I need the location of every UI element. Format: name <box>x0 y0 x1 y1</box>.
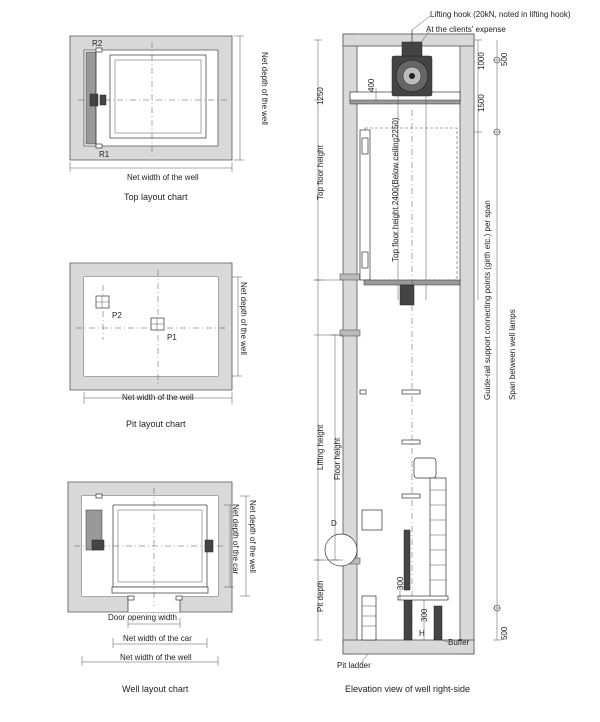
detail-d-circle <box>325 534 357 566</box>
dim-300-b: 300 <box>420 608 429 622</box>
guide-rail-label: Guide-rail support connecting points (girth etc.) per span <box>483 200 492 400</box>
well-layout-caption: Well layout chart <box>122 684 189 694</box>
dim-400: 400 <box>367 78 376 92</box>
pit-net-width-label: Net width of the well <box>122 393 194 402</box>
buffer-right <box>434 606 442 640</box>
car-depth-label: Net depth of the car <box>231 504 240 575</box>
well-layout-chart <box>68 482 257 694</box>
top-floor-height-label: Top floor height <box>316 145 325 200</box>
elevation-caption: Elevation view of well right-side <box>345 684 471 694</box>
pit-ladder-label: Pit ladder <box>337 661 371 670</box>
floor-height-label: Floor height <box>333 437 342 480</box>
top-layout-chart <box>70 36 269 202</box>
shaft-right-wall <box>460 34 474 654</box>
p2-label: P2 <box>112 311 122 320</box>
top-layout-caption: Top layout chart <box>124 192 188 202</box>
top-car-outline <box>110 55 206 138</box>
h-label: H <box>419 629 425 638</box>
counterweight-sheave <box>414 458 436 478</box>
car-sill <box>112 587 208 593</box>
elevation-car <box>365 128 457 280</box>
pit-ladder-body <box>362 596 376 640</box>
top-net-depth-label: Net depth of the well <box>260 52 269 125</box>
lifting-height-label: Lifting height <box>316 424 325 470</box>
car-width-label: Net width of the car <box>123 634 192 643</box>
top-floor-detail-label: Top floor height 2400(Below ceiling2250) <box>391 117 400 262</box>
dim-500-top: 500 <box>500 52 509 66</box>
lifting-hook-block <box>402 42 422 56</box>
lifting-hook-label: Lifting hook (20kN, noted in lifting hook) <box>430 10 571 19</box>
pit-depth-label: Pit depth <box>316 580 325 612</box>
top-rail-bracket <box>90 94 98 106</box>
dim-500-bottom: 500 <box>500 626 509 640</box>
p1-label: P1 <box>167 333 177 342</box>
r1-label: R1 <box>99 150 110 159</box>
dim-1500: 1500 <box>477 94 486 112</box>
dim-1000: 1000 <box>477 52 486 70</box>
well-rail-right <box>205 540 213 552</box>
detail-d-label: D <box>331 519 337 528</box>
dim-300-a: 300 <box>396 576 405 590</box>
clients-expense-label: At the clients' expense <box>426 25 506 34</box>
rail-brackets <box>360 390 420 498</box>
span-lamps-label: Span between well lamps <box>508 309 517 400</box>
pit-layout-caption: Pit layout chart <box>126 419 186 429</box>
buffer-label: Buffer <box>448 638 470 647</box>
top-rail <box>100 95 106 105</box>
pit-net-depth-label: Net depth of the well <box>239 282 248 355</box>
top-car-inner <box>115 60 201 133</box>
top-net-width-label: Net width of the well <box>127 173 199 182</box>
well-depth-label: Net depth of the well <box>248 500 257 573</box>
door-sill <box>362 510 382 530</box>
pit-layout-chart <box>70 263 248 429</box>
dim-1250: 1250 <box>316 87 325 105</box>
door-opening-label: Door opening width <box>108 613 177 622</box>
r2-label: R2 <box>92 39 103 48</box>
well-width-label: Net width of the well <box>120 653 192 662</box>
buffer-left <box>404 600 412 640</box>
elevation-view <box>314 10 571 694</box>
